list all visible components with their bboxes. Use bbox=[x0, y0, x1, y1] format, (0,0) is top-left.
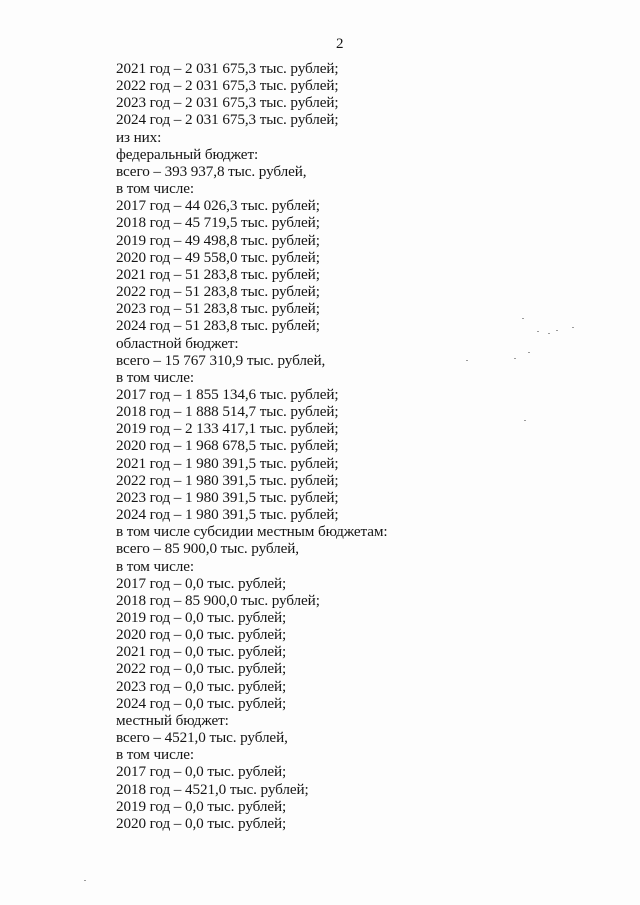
scan-speck bbox=[572, 327, 574, 328]
scan-speck bbox=[522, 318, 524, 319]
text-line: 2019 год – 0,0 тыс. рублей; bbox=[116, 609, 287, 626]
text-line: 2017 год – 44 026,3 тыс. рублей; bbox=[116, 197, 320, 215]
text-line: 2021 год – 51 283,8 тыс. рублей; bbox=[116, 265, 320, 283]
text-line: 2023 год – 2 031 675,3 тыс. рублей; bbox=[116, 94, 339, 112]
scan-speck bbox=[528, 352, 530, 353]
text-line: в том числе: bbox=[116, 368, 194, 386]
scan-speck bbox=[466, 360, 468, 361]
text-line: 2017 год – 0,0 тыс. рублей; bbox=[116, 574, 287, 592]
text-line: 2021 год – 0,0 тыс. рублей; bbox=[116, 643, 287, 661]
text-line: 2024 год – 1 980 391,5 тыс. рублей; bbox=[116, 506, 339, 524]
scan-speck bbox=[537, 331, 539, 332]
text-line: из них: bbox=[116, 128, 162, 146]
text-line: 2019 год – 0,0 тыс. рублей; bbox=[116, 797, 287, 815]
text-line: всего – 15 767 310,9 тыс. рублей, bbox=[116, 351, 326, 369]
text-line: 2024 год – 51 283,8 тыс. рублей; bbox=[116, 317, 320, 335]
text-line: 2018 год – 4521,0 тыс. рублей; bbox=[116, 780, 309, 798]
text-line: 2021 год – 2 031 675,3 тыс. рублей; bbox=[116, 60, 339, 77]
section-heading: федеральный бюджет: bbox=[116, 145, 259, 163]
text-line: всего – 85 900,0 тыс. рублей, bbox=[116, 540, 299, 558]
text-line: всего – 393 937,8 тыс. рублей, bbox=[116, 162, 307, 180]
scan-speck bbox=[524, 420, 526, 421]
text-line: 2023 год – 0,0 тыс. рублей; bbox=[116, 677, 287, 695]
text-line: 2020 год – 49 558,0 тыс. рублей; bbox=[116, 248, 320, 266]
text-line: 2022 год – 0,0 тыс. рублей; bbox=[116, 660, 287, 678]
text-line: всего – 4521,0 тыс. рублей, bbox=[116, 729, 288, 747]
text-line: 2018 год – 85 900,0 тыс. рублей; bbox=[116, 591, 320, 609]
text-line: 2020 год – 1 968 678,5 тыс. рублей; bbox=[116, 437, 339, 455]
text-line: 2022 год – 2 031 675,3 тыс. рублей; bbox=[116, 77, 339, 95]
section-heading: в том числе субсидии местным бюджетам: bbox=[116, 523, 388, 541]
text-line: 2022 год – 51 283,8 тыс. рублей; bbox=[116, 283, 320, 301]
text-line: 2017 год – 0,0 тыс. рублей; bbox=[116, 763, 287, 781]
text-line: 2024 год – 2 031 675,3 тыс. рублей; bbox=[116, 111, 339, 129]
text-line: 2018 год – 1 888 514,7 тыс. рублей; bbox=[116, 403, 339, 421]
text-line: 2023 год – 51 283,8 тыс. рублей; bbox=[116, 300, 320, 318]
section-heading: местный бюджет: bbox=[116, 711, 229, 729]
scan-speck bbox=[556, 330, 558, 331]
text-line: в том числе: bbox=[116, 180, 194, 198]
text-line: 2024 год – 0,0 тыс. рублей; bbox=[116, 694, 287, 712]
document-body bbox=[116, 60, 536, 832]
scan-speck bbox=[514, 358, 516, 359]
section-heading: областной бюджет: bbox=[116, 334, 239, 352]
text-line: 2022 год – 1 980 391,5 тыс. рублей; bbox=[116, 471, 339, 489]
text-line: 2021 год – 1 980 391,5 тыс. рублей; bbox=[116, 454, 339, 472]
text-line: 2019 год – 2 133 417,1 тыс. рублей; bbox=[116, 420, 339, 438]
scan-speck bbox=[84, 880, 86, 881]
text-line: 2020 год – 0,0 тыс. рублей; bbox=[116, 814, 287, 832]
text-line: 2018 год – 45 719,5 тыс. рублей; bbox=[116, 214, 320, 232]
text-line: в том числе: bbox=[116, 746, 194, 764]
scan-speck bbox=[548, 333, 550, 334]
page-number: 2 bbox=[336, 36, 344, 52]
text-line: 2017 год – 1 855 134,6 тыс. рублей; bbox=[116, 385, 339, 403]
text-line: в том числе: bbox=[116, 557, 194, 575]
text-line: 2023 год – 1 980 391,5 тыс. рублей; bbox=[116, 488, 339, 506]
text-line: 2020 год – 0,0 тыс. рублей; bbox=[116, 626, 287, 644]
text-line: 2019 год – 49 498,8 тыс. рублей; bbox=[116, 231, 320, 249]
